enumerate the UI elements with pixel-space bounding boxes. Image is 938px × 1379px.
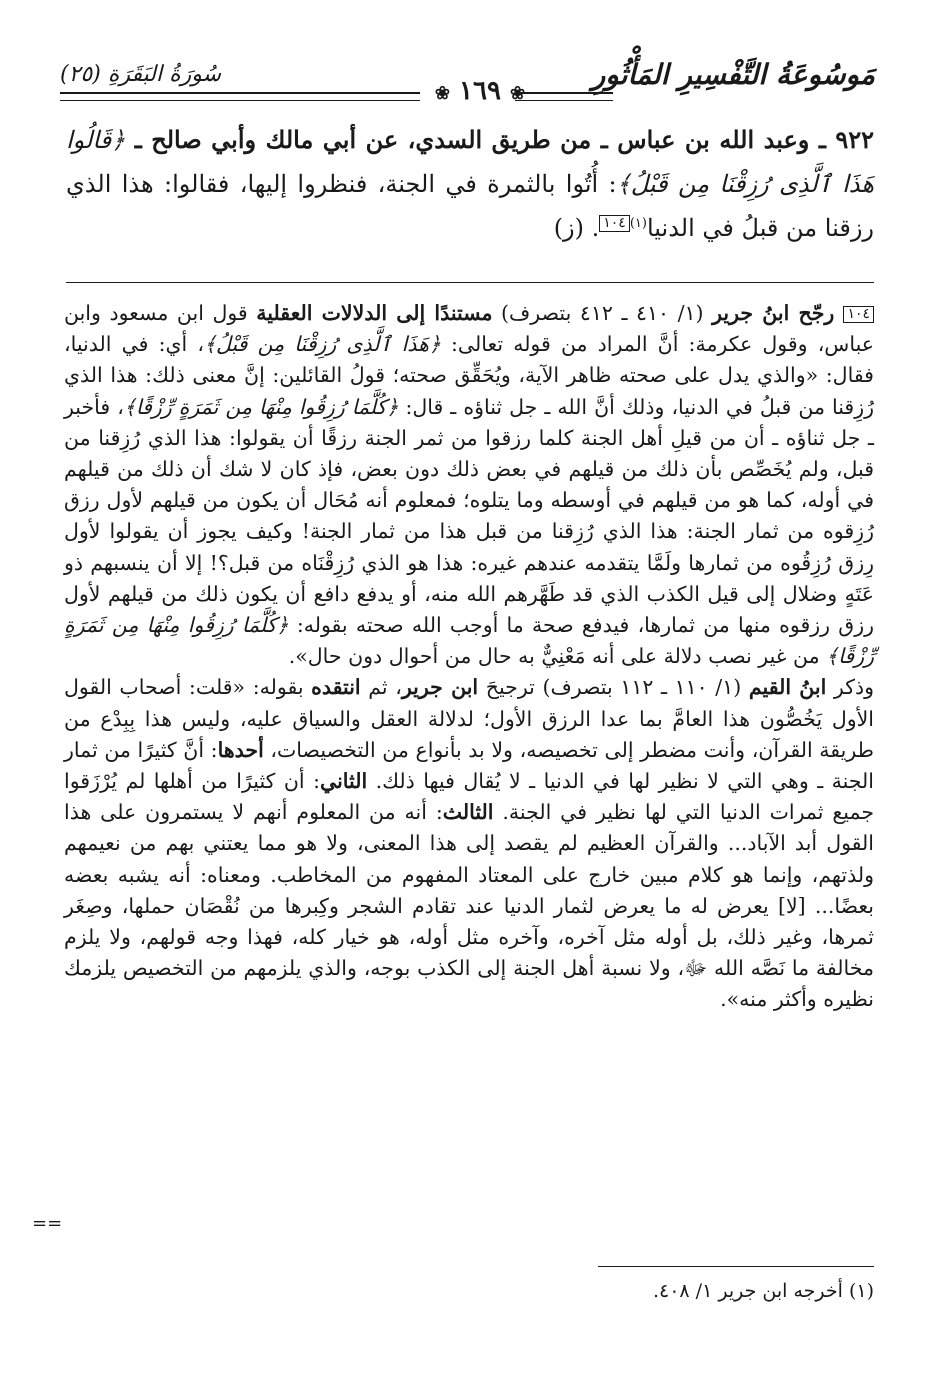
continuation-mark: == [32, 1213, 63, 1234]
point-label: الثالث [442, 800, 494, 825]
page-number-group [405, 76, 555, 106]
verse-quote: ﴿قَالُوا هَذَا ٱلَّذِى رُزِقْنَا مِن قَبْلُ﴾ [66, 126, 875, 198]
commentary-text: قول ابن مسعود وابن عباس، وقول عكرمة: أنَّ المراد من قوله تعالى: [64, 301, 874, 357]
commentary-emphasis: انتقده [311, 675, 361, 700]
scholar-name: ابنُ القيم [748, 675, 827, 700]
commentary-block [64, 298, 874, 1016]
footnote-ref: (١) [629, 216, 647, 231]
commentary-paragraph-2 [64, 672, 874, 1015]
verse-quote: ﴿هَذَا ٱلَّذِى رُزِقْنَا مِن قَبْلُ﴾ [203, 332, 441, 357]
section-divider [66, 282, 874, 283]
commentary-text: ، أي: في الدنيا، فقال: «والذي يدل على صحته ظاهر الآية، ويُحَقِّق صحته؛ قولُ القائلين: إنَّ معنى ذلك: هذا الذي رُزِقنا من قبلُ في الدنيا، وذلك أنَّ الله ـ جل ثناؤه ـ قال: [64, 332, 874, 419]
commentary-number: ١٠٤ [843, 306, 874, 323]
commentary-text: : أنَّ كثيرًا من ثمار الجنة ـ وهي التي لا نظير لها في الدنيا ـ لا يُقال فيها ذلك. [64, 737, 874, 794]
surah-label [60, 62, 221, 87]
narration-ending: . (ز) [553, 214, 600, 242]
scholar-name: ابن جرير [401, 675, 479, 700]
running-header [60, 54, 875, 106]
scholar-name: ابنُ جرير [712, 301, 790, 325]
book-title: مَوسُوعَةُ التَّفْسِيرِ المَأْثُورِ [591, 58, 875, 91]
ornament-icon: ❀ [510, 83, 526, 104]
narration-number: ٩٢٢ [835, 125, 874, 154]
commentary-paragraph-1 [64, 298, 874, 672]
commentary-text: : أن كثيرًا من أهلها لم يُرْزَقوا جميع ثمرات الدنيا التي لها نظير في الجنة. [64, 769, 874, 825]
point-label: الثاني [319, 769, 368, 794]
verse-quote: ﴿كُلَّمَا رُزِقُوا مِنْهَا مِن ثَمَرَةٍ رِّزْقًا﴾ [64, 613, 874, 669]
page-number: ١٦٩ [459, 76, 501, 106]
commentary-text: رجّح [789, 301, 844, 325]
footnote: (١) أخرجه ابن جرير ١/ ٤٠٨. [652, 1280, 874, 1302]
commentary-ref: ١٠٤ [599, 215, 630, 232]
surah-name: سُورَةُ البَقَرَةِ [107, 62, 222, 87]
verse-quote: ﴿كُلَّمَا رُزِقُوا مِنْهَا مِن ثَمَرَةٍ رِّزْقًا﴾ [123, 394, 399, 419]
verse-number: (٢٥) [60, 62, 101, 87]
header-rule-left [60, 92, 420, 101]
point-label: أحدها [217, 737, 264, 762]
narration-block [66, 118, 874, 250]
commentary-text: (١/ ٤١٠ ـ ٤١٢ بتصرف) [492, 301, 713, 325]
commentary-text: ، ثم [360, 675, 402, 700]
commentary-emphasis: مستندًا إلى الدلالات العقلية [256, 301, 493, 325]
commentary-text: : أنه من المعلوم أنهم لا يستمرون على هذا القول أبد الآباد... والقرآن العظيم لم يقصد إلى هذا المعنى، ولا هو مما يعتني بهم من نعيمهم ولذتهم، وإنما هو كلام مبين خارج على المعتاد المفهوم من المخاطب. ومعناه: أنه يشبه بعضه بعضًا... [لا] يعرض له ما يعرض لثمار الدنيا عند تقادم الشجر وكِبرها من نُقْصَان حملها، وصِغَر ثمرها، وغير ذلك، بل أوله مثل آخره، وآخره مثل أوله، هو خيار كله، فهذا وجه قولهم، ولا يلزم مخالفة ما نَصَّه الله ﷻ، ولا نسبة أهل الجنة إلى الكذب بوجه، والذي يلزمهم من التخصيص يلزمك نظيره وأكثر منه». [64, 800, 874, 1012]
commentary-text: ، فأخبر ـ جل ثناؤه ـ أن من قيلِ أهل الجنة كلما رزقوا من ثمر الجنة رزقًا أن يقولوا: هذا الذي رُزِقنا من قبل، ولم يُخَصِّص بأن ذلك من قيلهم في بعض ذلك دون بعض، فإذ كان لا شك أن ذلك من قيلهم في أوله، كما هو من قيلهم في أوسطه وما يتلوه؛ فمعلوم أنه مُحَال أن يكون من قيلهم لأول رزق رُزِقوه من ثمار الجنة: هذا الذي رُزِقنا من قبل هذا من ثمار الجنة! وكيف يجوز أن يقولوا لأول رِزق رُزِقُوه من ثمارها ولَمَّا يتقدمه عندهم غيره: هذا هو الذي رُزِقْنَاه من قبل؟! إلا أن ينسبهم ذو عَتَهٍ وضلال إلى قيل الكذب الذي قد طَهَّرهم الله منه، أو يدفع دافع أن يكون ذلك من قيلهم لأول رزق رزقوه منها من ثمارها، فيدفع صحة ما أوجب الله صحته بقوله: [64, 394, 874, 638]
commentary-text: بقوله: «قلت: أصحاب القول الأول يَخُصُّون هذا العامَّ بما عدا الرزق الأول؛ لدلالة العقل والسياق عليه، وليس هذا بِبِدْع من طريقة القرآن، وأنت مضطر إلى تخصيصه، ولا بد بأنواع من التخصيصات، [64, 675, 874, 762]
commentary-text: من غير نصب دلالة على أنه مَعْنِيٌّ به حال من أحوال دون حال». [288, 644, 827, 669]
ornament-icon: ❀ [434, 83, 450, 104]
commentary-text: وذكر [826, 675, 875, 700]
footnote-rule [598, 1266, 874, 1267]
commentary-text: (١/ ١١٠ ـ ١١٢ بتصرف) ترجيحَ [478, 675, 749, 700]
narration-paragraph [66, 118, 874, 250]
narration-intro: ـ وعبد الله بن عباس ـ من طريق السدي، عن أبي مالك وأبي صالح ـ [125, 125, 836, 154]
narration-text: : أُتُوا بالثمرة في الجنة، فنظروا إليها، فقالوا: هذا الذي رزقنا من قبلُ في الدنيا [66, 170, 874, 242]
